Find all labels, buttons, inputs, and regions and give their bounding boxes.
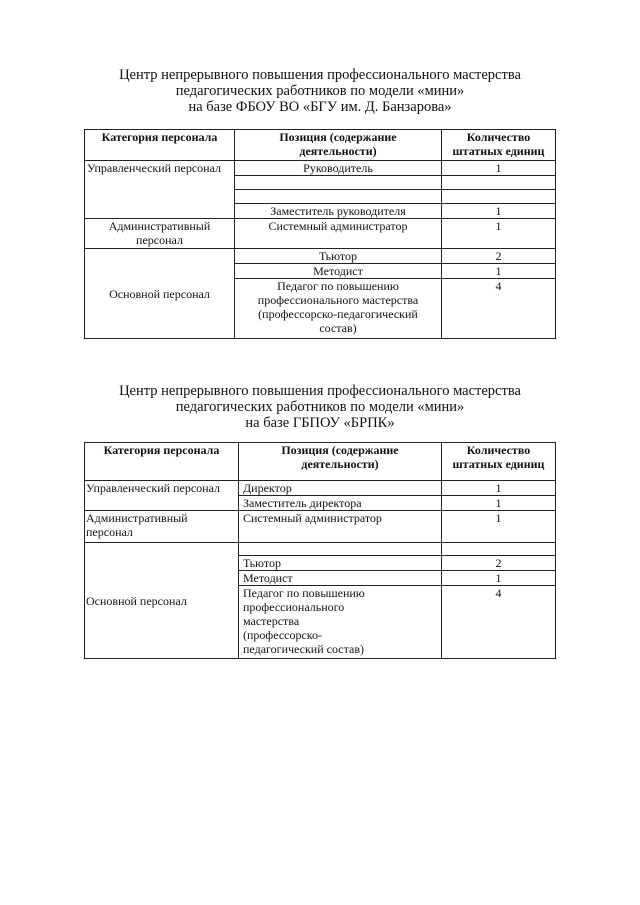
count-cell: 1: [442, 204, 556, 219]
category-main: Основной персонал: [85, 543, 239, 659]
position-cell: Заместитель директора: [239, 496, 442, 511]
position-cell: Заместитель руководителя: [235, 204, 442, 219]
position-cell: Директор: [239, 481, 442, 496]
count-cell: 2: [442, 249, 556, 264]
position-cell: Тьютор: [239, 556, 442, 571]
header-position: Позиция (содержание деятельности): [235, 130, 442, 161]
section1-title-line: Центр непрерывного повышения профессионального мастерства: [119, 67, 521, 83]
header-count: Количество штатных единиц: [442, 443, 556, 481]
position-cell: [239, 543, 442, 556]
count-cell: 1: [442, 161, 556, 176]
table-header-row: [85, 443, 556, 481]
section1-title-line: педагогических работников по модели «мини»: [175, 83, 465, 99]
count-cell: 2: [442, 556, 556, 571]
position-cell: Системный администратор: [239, 511, 442, 543]
category-main: Основной персонал: [85, 249, 235, 339]
count-cell: [442, 543, 556, 556]
count-cell: 1: [442, 511, 556, 543]
category-management: Управленческий персонал: [85, 161, 235, 219]
section2-title-line: Центр непрерывного повышения профессионального мастерства: [119, 383, 521, 399]
table-header-row: [85, 130, 556, 161]
count-cell: 1: [442, 496, 556, 511]
section2-title: [80, 383, 560, 431]
table-row: [85, 219, 556, 249]
position-cell: Руководитель: [235, 161, 442, 176]
table-row: [85, 249, 556, 264]
count-cell: 4: [442, 279, 556, 339]
position-cell: Методист: [239, 571, 442, 586]
section2-title-line: педагогических работников по модели «мини»: [175, 399, 465, 415]
category-admin: Административный персонал: [85, 219, 235, 249]
header-category: Категория персонала: [85, 130, 235, 161]
position-cell: [235, 190, 442, 204]
section1-title-line: на базе ФБОУ ВО «БГУ им. Д. Банзарова»: [188, 99, 452, 115]
category-management: Управленческий персонал: [85, 481, 239, 511]
position-cell: Тьютор: [235, 249, 442, 264]
header-position: Позиция (содержание деятельности): [239, 443, 442, 481]
section1-title: [80, 67, 560, 115]
count-cell: 4: [442, 586, 556, 659]
table-row: [85, 481, 556, 496]
count-cell: 1: [442, 219, 556, 249]
section2-staff-table: [84, 442, 556, 659]
section1-staff-table: [84, 129, 556, 339]
count-cell: 1: [442, 571, 556, 586]
table-row: [85, 543, 556, 556]
count-cell: 1: [442, 264, 556, 279]
position-cell: [235, 176, 442, 190]
count-cell: 1: [442, 481, 556, 496]
position-cell: Системный администратор: [235, 219, 442, 249]
count-cell: [442, 176, 556, 190]
position-cell: Педагог по повышению профессионального мастерства (профессорско-педагогический состав): [239, 586, 442, 659]
header-category: Категория персонала: [85, 443, 239, 481]
header-count: Количество штатных единиц: [442, 130, 556, 161]
category-admin: Административный персонал: [85, 511, 239, 543]
position-cell: Методист: [235, 264, 442, 279]
table-row: [85, 161, 556, 176]
count-cell: [442, 190, 556, 204]
section2-title-line: на базе ГБПОУ «БРПК»: [245, 415, 395, 431]
position-cell: Педагог по повышению профессионального мастерства (профессорско-педагогический состав): [235, 279, 442, 339]
table-row: [85, 511, 556, 543]
